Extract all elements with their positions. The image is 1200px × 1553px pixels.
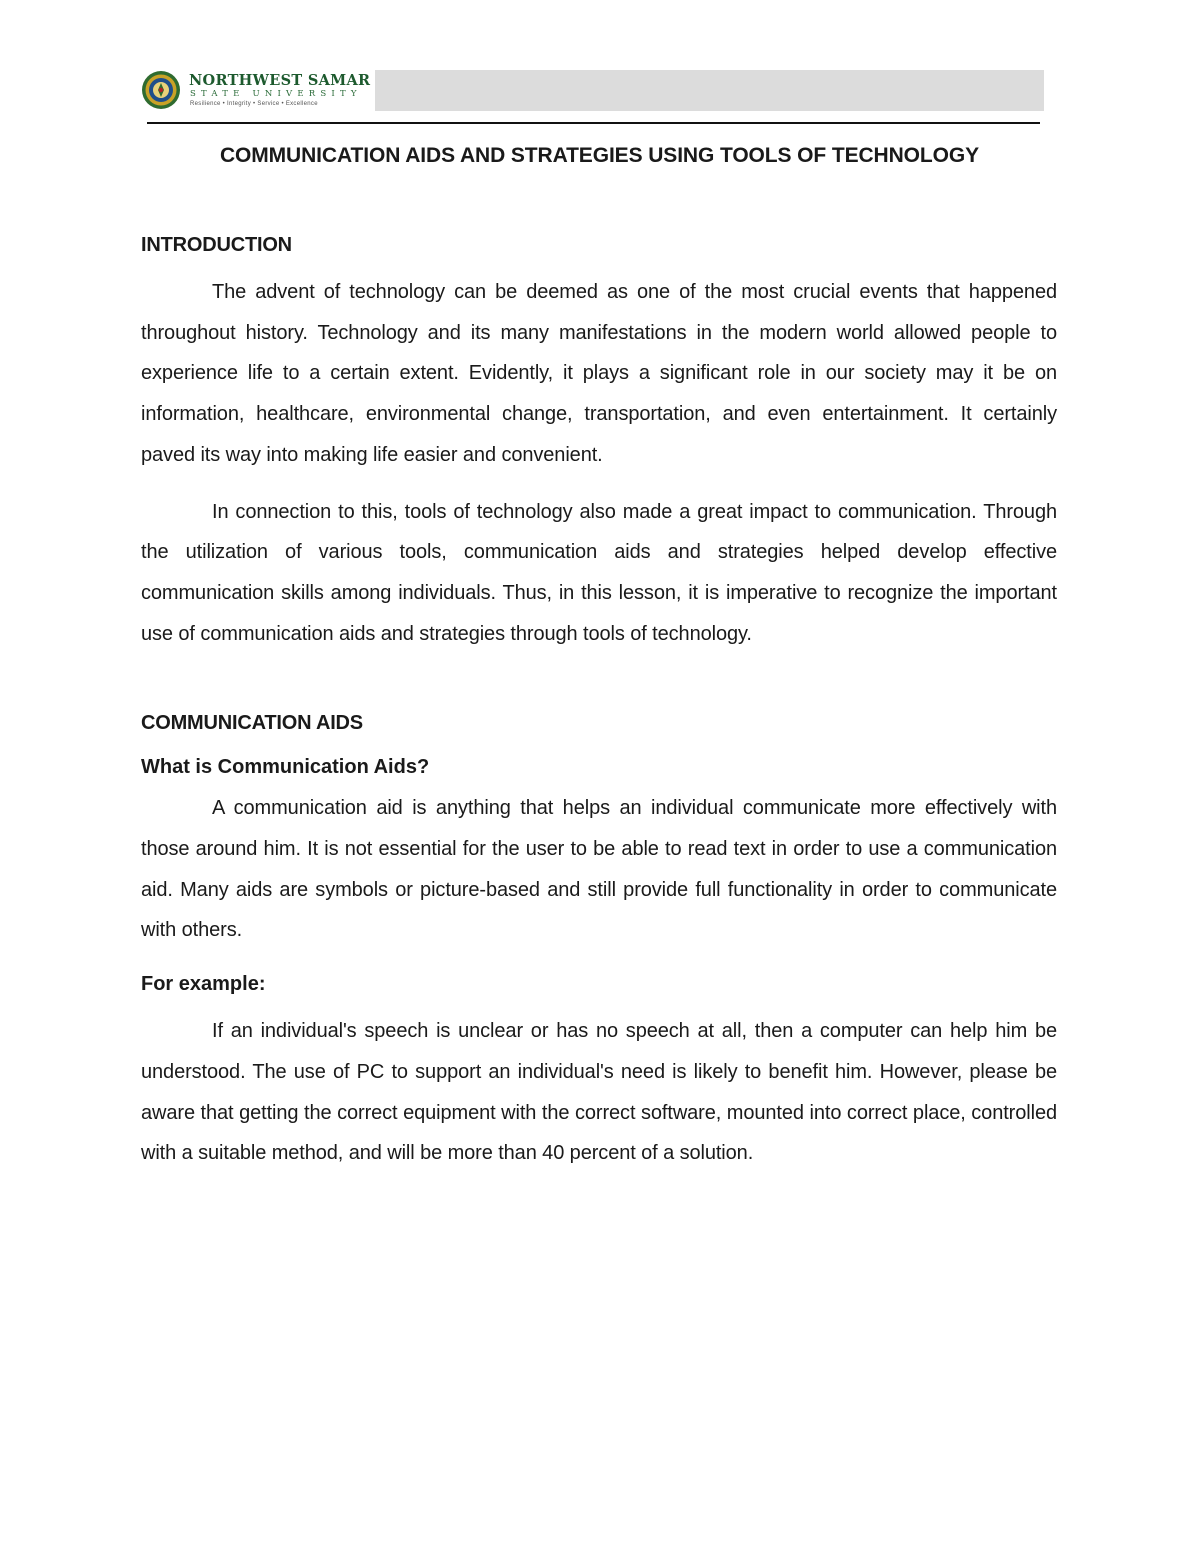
university-seal-icon	[141, 70, 181, 110]
section-heading-introduction: INTRODUCTION	[141, 234, 292, 256]
subheading-what-is: What is Communication Aids?	[141, 756, 430, 779]
university-logo-text	[189, 72, 369, 110]
section-heading-communication-aids: COMMUNICATION AIDS	[141, 712, 363, 735]
header-rule	[147, 122, 1040, 124]
subheading-for-example: For example:	[141, 973, 266, 996]
example-paragraph: If an individual's speech is unclear or has no speech at all, then a computer can help him be understood. The use of PC to support an individual's need is likely to benefit him. However, please be aware that getting the correct equipment with the correct software, mounted into correct place, controlled with a suitable method, and will be more than 40 percent of a solution.	[141, 1020, 1057, 1165]
aids-paragraph: A communication aid is anything that helps an individual communicate more effectively with those around him. It is not essential for the user to be able to read text in order to use a communication aid. Many aids are symbols or picture-based and still provide full functionality in order to communicate with others.	[141, 797, 1057, 942]
intro-paragraph-2: In connection to this, tools of technology also made a great impact to communication. Through the utilization of various tools, communication aids and strategies helped develop effective communication skills among individuals. Thus, in this lesson, it is imperative to recognize the important use of communication aids and strategies through tools of technology.	[141, 500, 1057, 645]
document-body	[141, 228, 1057, 1174]
university-motto: Resilience • Integrity • Service • Excellence	[190, 101, 318, 107]
page-header	[141, 70, 1044, 112]
document-title: COMMUNICATION AIDS AND STRATEGIES USING TOOLS OF TECHNOLOGY	[219, 144, 980, 167]
intro-paragraph-1: The advent of technology can be deemed as one of the most crucial events that happened throughout history. Technology and its many manifestations in the modern world allowed people to experience life to a certain extent. Evidently, it plays a significant role in our society may it be on information, healthcare, environmental change, transportation, and even entertainment. It certainly paved its way into making life easier and convenient.	[141, 281, 1057, 466]
university-name: NORTHWEST SAMAR	[189, 72, 371, 89]
university-subtitle: STATE UNIVERSITY	[190, 89, 362, 99]
header-bar	[375, 70, 1044, 111]
